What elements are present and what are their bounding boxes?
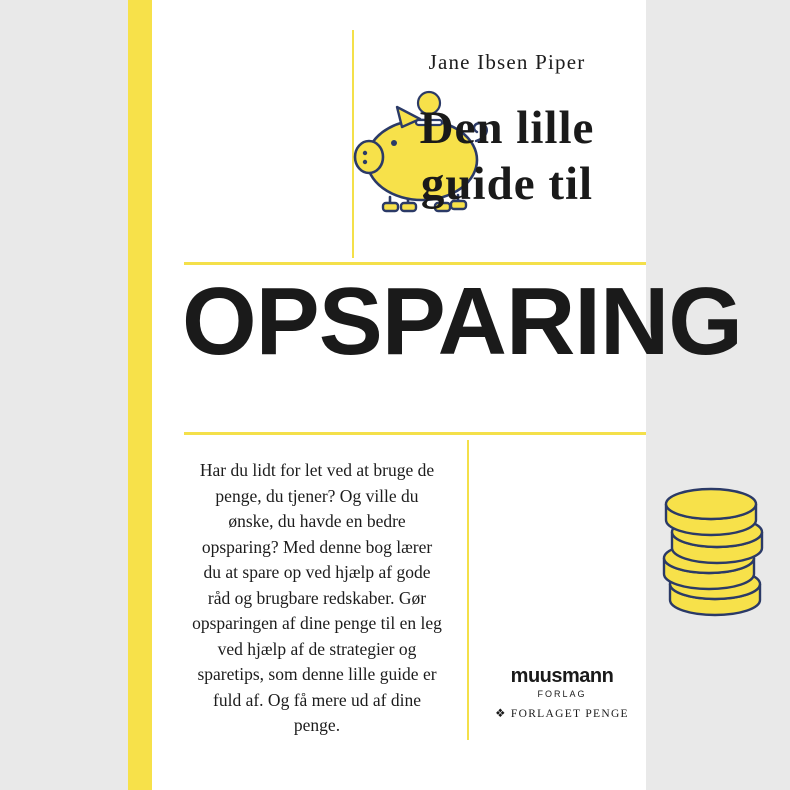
title-line-2: guide til — [420, 158, 594, 210]
imprint-name: ❖ FORLAGET PENGE — [495, 708, 629, 720]
publisher-name: muusmann — [510, 665, 614, 687]
coin-stack-icon — [650, 470, 780, 645]
divider-horizontal-top — [184, 262, 646, 265]
subtitle-block — [362, 100, 652, 212]
author-name: Jane Ibsen Piper — [428, 50, 586, 74]
divider-vertical-bottom — [467, 440, 469, 740]
back-cover-blurb: Har du lidt for let ved at bruge de penge, du tjener? Og ville du ønske, du havde en bedre opsparing? Med denne bog lærer du at spare op ved hjælp af gode råd og brugbare redskaber. Gør opsparingen af dine penge til en leg ved hjælp af de strategier og sparetips, som denne lille guide er fuld af. Og få mere ud af dine penge. — [192, 460, 442, 735]
book-cover — [152, 0, 742, 790]
publisher-subtitle: FORLAG — [537, 689, 587, 699]
publisher-logo — [482, 665, 642, 699]
title-line-1: Den lille — [419, 102, 595, 154]
main-title: OPSPARING — [182, 268, 742, 375]
book-spine — [128, 0, 152, 790]
divider-horizontal-bottom — [184, 432, 646, 435]
